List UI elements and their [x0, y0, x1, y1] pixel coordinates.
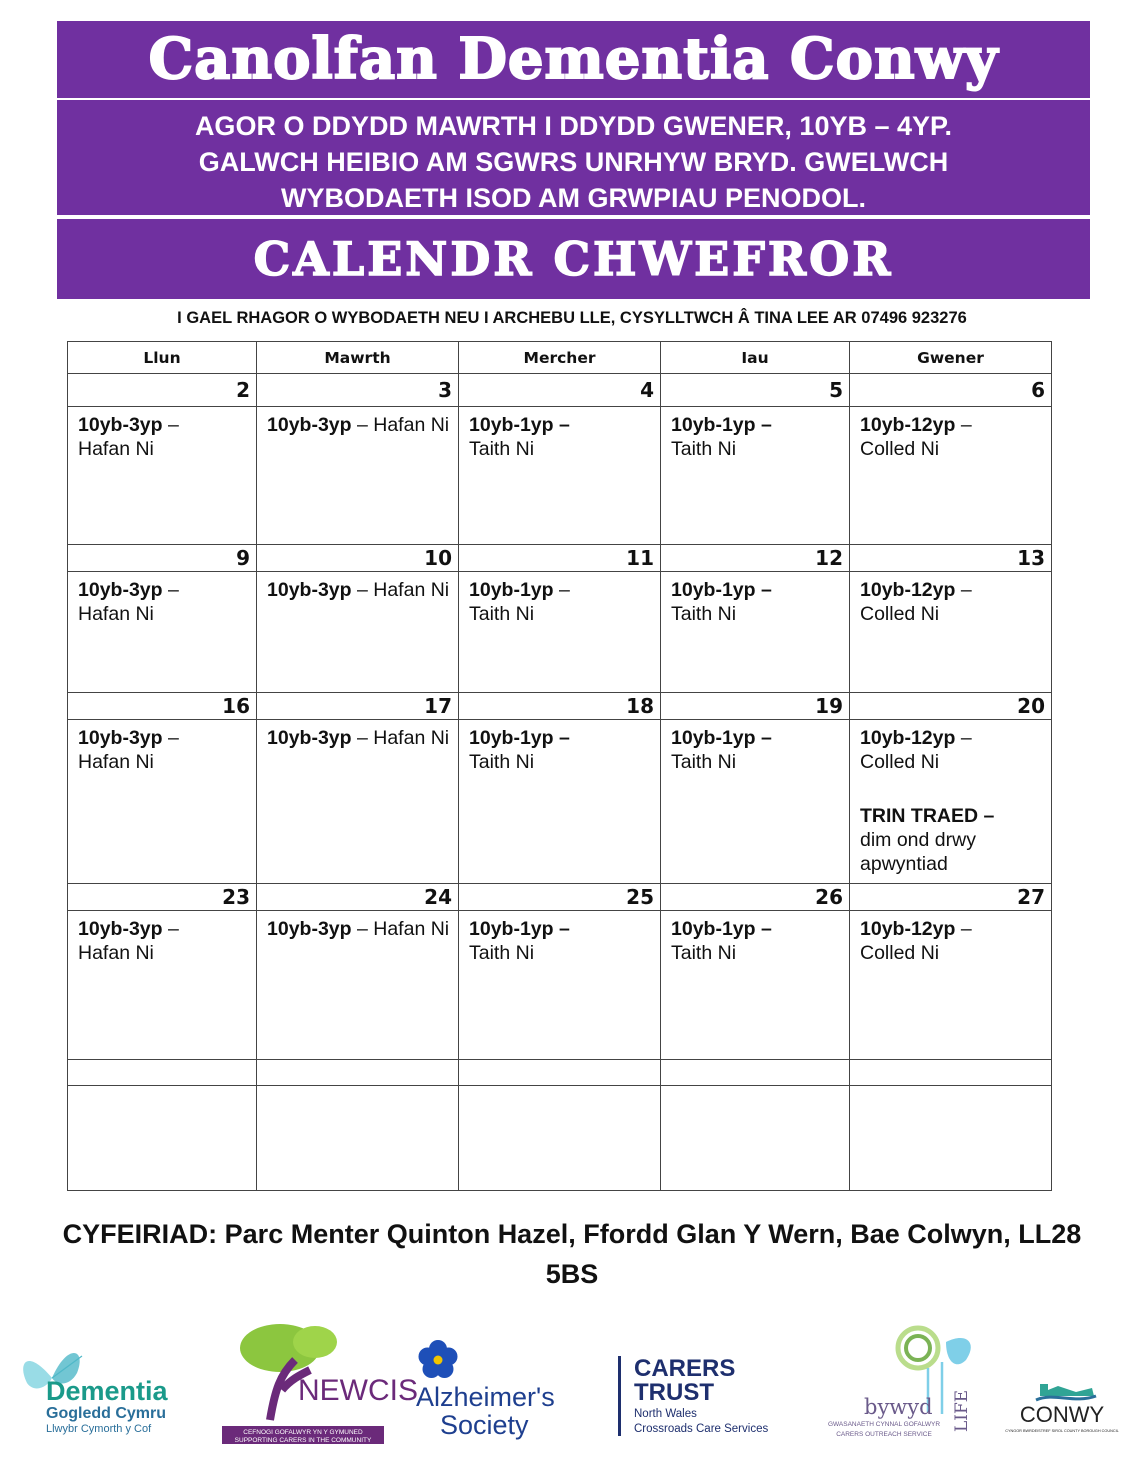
foot-care-title: TRIN TRAED – [860, 805, 995, 827]
date-row [68, 693, 1052, 720]
day-header: Mercher [459, 342, 661, 374]
event-name: Taith Ni [469, 438, 535, 460]
event-name: Colled Ni [860, 942, 940, 964]
event-cell [257, 407, 459, 545]
date-row [68, 884, 1052, 911]
foot-care-event [860, 804, 1043, 876]
date-number: 20 [850, 693, 1052, 720]
carers-trust-logo [614, 1350, 794, 1440]
conwy-text: CONWY [1019, 1402, 1105, 1427]
day-header: Mawrth [257, 342, 459, 374]
event-time: 10yb-3yp [267, 579, 352, 601]
date-number: 3 [257, 374, 459, 407]
event-cell [459, 572, 661, 693]
info-line: AGOR O DDYDD MAWRTH I DDYDD GWENER, 10YB – 4YP. [194, 111, 953, 141]
event-time: 10yb-1yp [671, 727, 756, 749]
date-row [68, 374, 1052, 407]
date-number: 25 [459, 884, 661, 911]
event-time: 10yb-3yp [267, 918, 352, 940]
event-time: 10yb-3yp [267, 727, 352, 749]
day-header: Llun [68, 342, 257, 374]
alzheimers-society-logo [410, 1334, 590, 1444]
contact-line: I GAEL RHAGOR O WYBODAETH NEU I ARCHEBU LLE, CYSYLLTWCH Â TINA LEE AR 07496 923276 [177, 309, 967, 327]
event-name: Hafan Ni [373, 918, 450, 940]
event-cell [661, 407, 850, 545]
event-time: 10yb-12yp [860, 579, 956, 601]
event-row [68, 720, 1052, 884]
day-header-row [68, 342, 1052, 374]
bywyd-tagline-cy: GWASANAETH CYNNAL GOFALWYR [827, 1421, 941, 1428]
event-dash: – [760, 918, 772, 940]
gogledd-cymru-text: Gogledd Cymru [46, 1405, 167, 1422]
conwy-tagline: CYNGOR BWRDEISTREF SIROL COUNTY BOROUGH COUNCIL [1005, 1429, 1119, 1433]
north-wales-text: North Wales [634, 1408, 697, 1420]
event-dash: – [356, 727, 368, 749]
event-row [68, 572, 1052, 693]
event-name: Hafan Ni [78, 751, 154, 773]
event-time: 10yb-3yp [78, 414, 163, 436]
event-name: Taith Ni [671, 751, 737, 773]
event-cell [661, 572, 850, 693]
event-dash: – [356, 918, 368, 940]
newcis-logo [220, 1320, 418, 1446]
event-name: Taith Ni [469, 603, 535, 625]
event-cell [257, 572, 459, 693]
month-banner [57, 219, 1090, 299]
event-time: 10yb-1yp [671, 579, 756, 601]
event-name: Colled Ni [860, 751, 940, 773]
event-time: 10yb-1yp [469, 414, 554, 436]
dementia-gogledd-cymru-logo [12, 1328, 202, 1438]
dementia-tagline: Llwybr Cymorth y Cof [46, 1423, 152, 1435]
event-dash: – [558, 918, 570, 940]
address: CYFEIRIAD: Parc Menter Quinton Hazel, Ffordd Glan Y Wern, Bae Colwyn, LL28 5BS [62, 1219, 1082, 1289]
foot-care-detail: dim ond drwy apwyntiad [860, 829, 976, 875]
newcis-tagline-en: SUPPORTING CARERS IN THE COMMUNITY [234, 1437, 372, 1444]
date-number: 26 [661, 884, 850, 911]
day-header: Iau [661, 342, 850, 374]
event-time: 10yb-12yp [860, 918, 956, 940]
dementia-text: Dementia [46, 1376, 168, 1406]
event-row [68, 407, 1052, 545]
event-dash: – [960, 414, 972, 436]
tree-icon [220, 1320, 418, 1446]
bywyd-tagline-en: CARERS OUTREACH SERVICE [836, 1431, 932, 1438]
conwy-council-logo [1005, 1378, 1119, 1438]
event-time: 10yb-3yp [78, 918, 163, 940]
event-name: Hafan Ni [373, 414, 450, 436]
event-name: Hafan Ni [373, 579, 450, 601]
page-title: Canolfan Dementia Conwy [148, 26, 999, 92]
event-cell [68, 720, 257, 884]
life-text: LIFE [952, 1389, 972, 1432]
event-row [68, 911, 1052, 1060]
date-number: 24 [257, 884, 459, 911]
month-title: CALENDR CHWEFROR [253, 232, 894, 286]
newcis-text: NEWCIS [298, 1374, 418, 1407]
date-number: 5 [661, 374, 850, 407]
date-number: 2 [68, 374, 257, 407]
day-header: Gwener [850, 342, 1052, 374]
bywyd-life-logo [806, 1322, 986, 1444]
event-cell [459, 911, 661, 1060]
date-number: 17 [257, 693, 459, 720]
event-dash: – [356, 579, 368, 601]
date-number: 18 [459, 693, 661, 720]
info-line: GALWCH HEIBIO AM SGWRS UNRHYW BRYD. GWELWCH [198, 147, 949, 177]
event-cell [850, 911, 1052, 1060]
event-name: Colled Ni [860, 603, 940, 625]
date-number: 11 [459, 545, 661, 572]
date-number: 13 [850, 545, 1052, 572]
event-dash: – [960, 918, 972, 940]
empty-row [68, 1086, 1052, 1191]
event-name: Hafan Ni [78, 942, 154, 964]
event-dash: – [760, 727, 772, 749]
leaf-icon [806, 1322, 986, 1444]
event-name: Taith Ni [671, 603, 737, 625]
event-name: Taith Ni [469, 942, 535, 964]
event-dash: – [356, 414, 368, 436]
event-dash: – [760, 414, 772, 436]
alzheimers-text: Alzheimer's [416, 1382, 555, 1412]
date-number: 9 [68, 545, 257, 572]
event-time: 10yb-1yp [469, 579, 554, 601]
butterfly-icon [12, 1328, 202, 1438]
event-name: Colled Ni [860, 438, 940, 460]
event-dash: – [960, 727, 972, 749]
event-cell [257, 911, 459, 1060]
empty-row [68, 1060, 1052, 1086]
event-name: Hafan Ni [373, 727, 450, 749]
event-cell [68, 572, 257, 693]
date-number: 16 [68, 693, 257, 720]
event-time: 10yb-3yp [78, 579, 163, 601]
event-dash: – [167, 414, 179, 436]
event-cell [850, 572, 1052, 693]
event-name: Taith Ni [671, 942, 737, 964]
newcis-tagline-cy: CEFNOGI GOFALWYR YN Y GYMUNED [243, 1429, 363, 1436]
event-time: 10yb-12yp [860, 414, 956, 436]
divider-bar [618, 1356, 621, 1436]
event-name: Taith Ni [469, 751, 535, 773]
event-name: Taith Ni [671, 438, 737, 460]
bywyd-text: bywyd [864, 1395, 933, 1419]
event-cell [68, 407, 257, 545]
date-number: 4 [459, 374, 661, 407]
date-number: 10 [257, 545, 459, 572]
event-dash: – [558, 727, 570, 749]
event-cell [850, 407, 1052, 545]
trust-text: TRUST [634, 1379, 714, 1406]
event-dash: – [558, 579, 570, 601]
event-time: 10yb-12yp [860, 727, 956, 749]
event-dash: – [558, 414, 570, 436]
carers-text: CARERS [634, 1355, 736, 1382]
event-time: 10yb-1yp [469, 918, 554, 940]
sponsor-logos [0, 1320, 1144, 1450]
event-time: 10yb-3yp [78, 727, 163, 749]
event-cell [459, 720, 661, 884]
event-time: 10yb-3yp [267, 414, 352, 436]
info-banner [57, 100, 1090, 215]
event-dash: – [167, 727, 179, 749]
event-dash: – [760, 579, 772, 601]
event-cell [850, 720, 1052, 884]
conwy-wave-icon [1005, 1378, 1119, 1438]
event-name: Hafan Ni [78, 603, 154, 625]
event-dash: – [167, 579, 179, 601]
event-cell [257, 720, 459, 884]
event-dash: – [167, 918, 179, 940]
date-number: 23 [68, 884, 257, 911]
info-line: WYBODAETH ISOD AM GRWPIAU PENODOL. [280, 183, 866, 213]
forget-me-not-icon [410, 1334, 590, 1444]
title-banner [57, 21, 1090, 98]
event-time: 10yb-1yp [469, 727, 554, 749]
crossroads-text: Crossroads Care Services [634, 1423, 769, 1435]
event-time: 10yb-1yp [671, 918, 756, 940]
event-cell [459, 407, 661, 545]
date-row [68, 545, 1052, 572]
date-number: 19 [661, 693, 850, 720]
date-number: 6 [850, 374, 1052, 407]
event-cell [661, 911, 850, 1060]
date-number: 27 [850, 884, 1052, 911]
event-dash: – [960, 579, 972, 601]
event-name: Hafan Ni [78, 438, 154, 460]
event-cell [661, 720, 850, 884]
date-number: 12 [661, 545, 850, 572]
event-cell [68, 911, 257, 1060]
society-text: Society [440, 1410, 529, 1440]
calendar-table [67, 341, 1052, 1191]
event-time: 10yb-1yp [671, 414, 756, 436]
